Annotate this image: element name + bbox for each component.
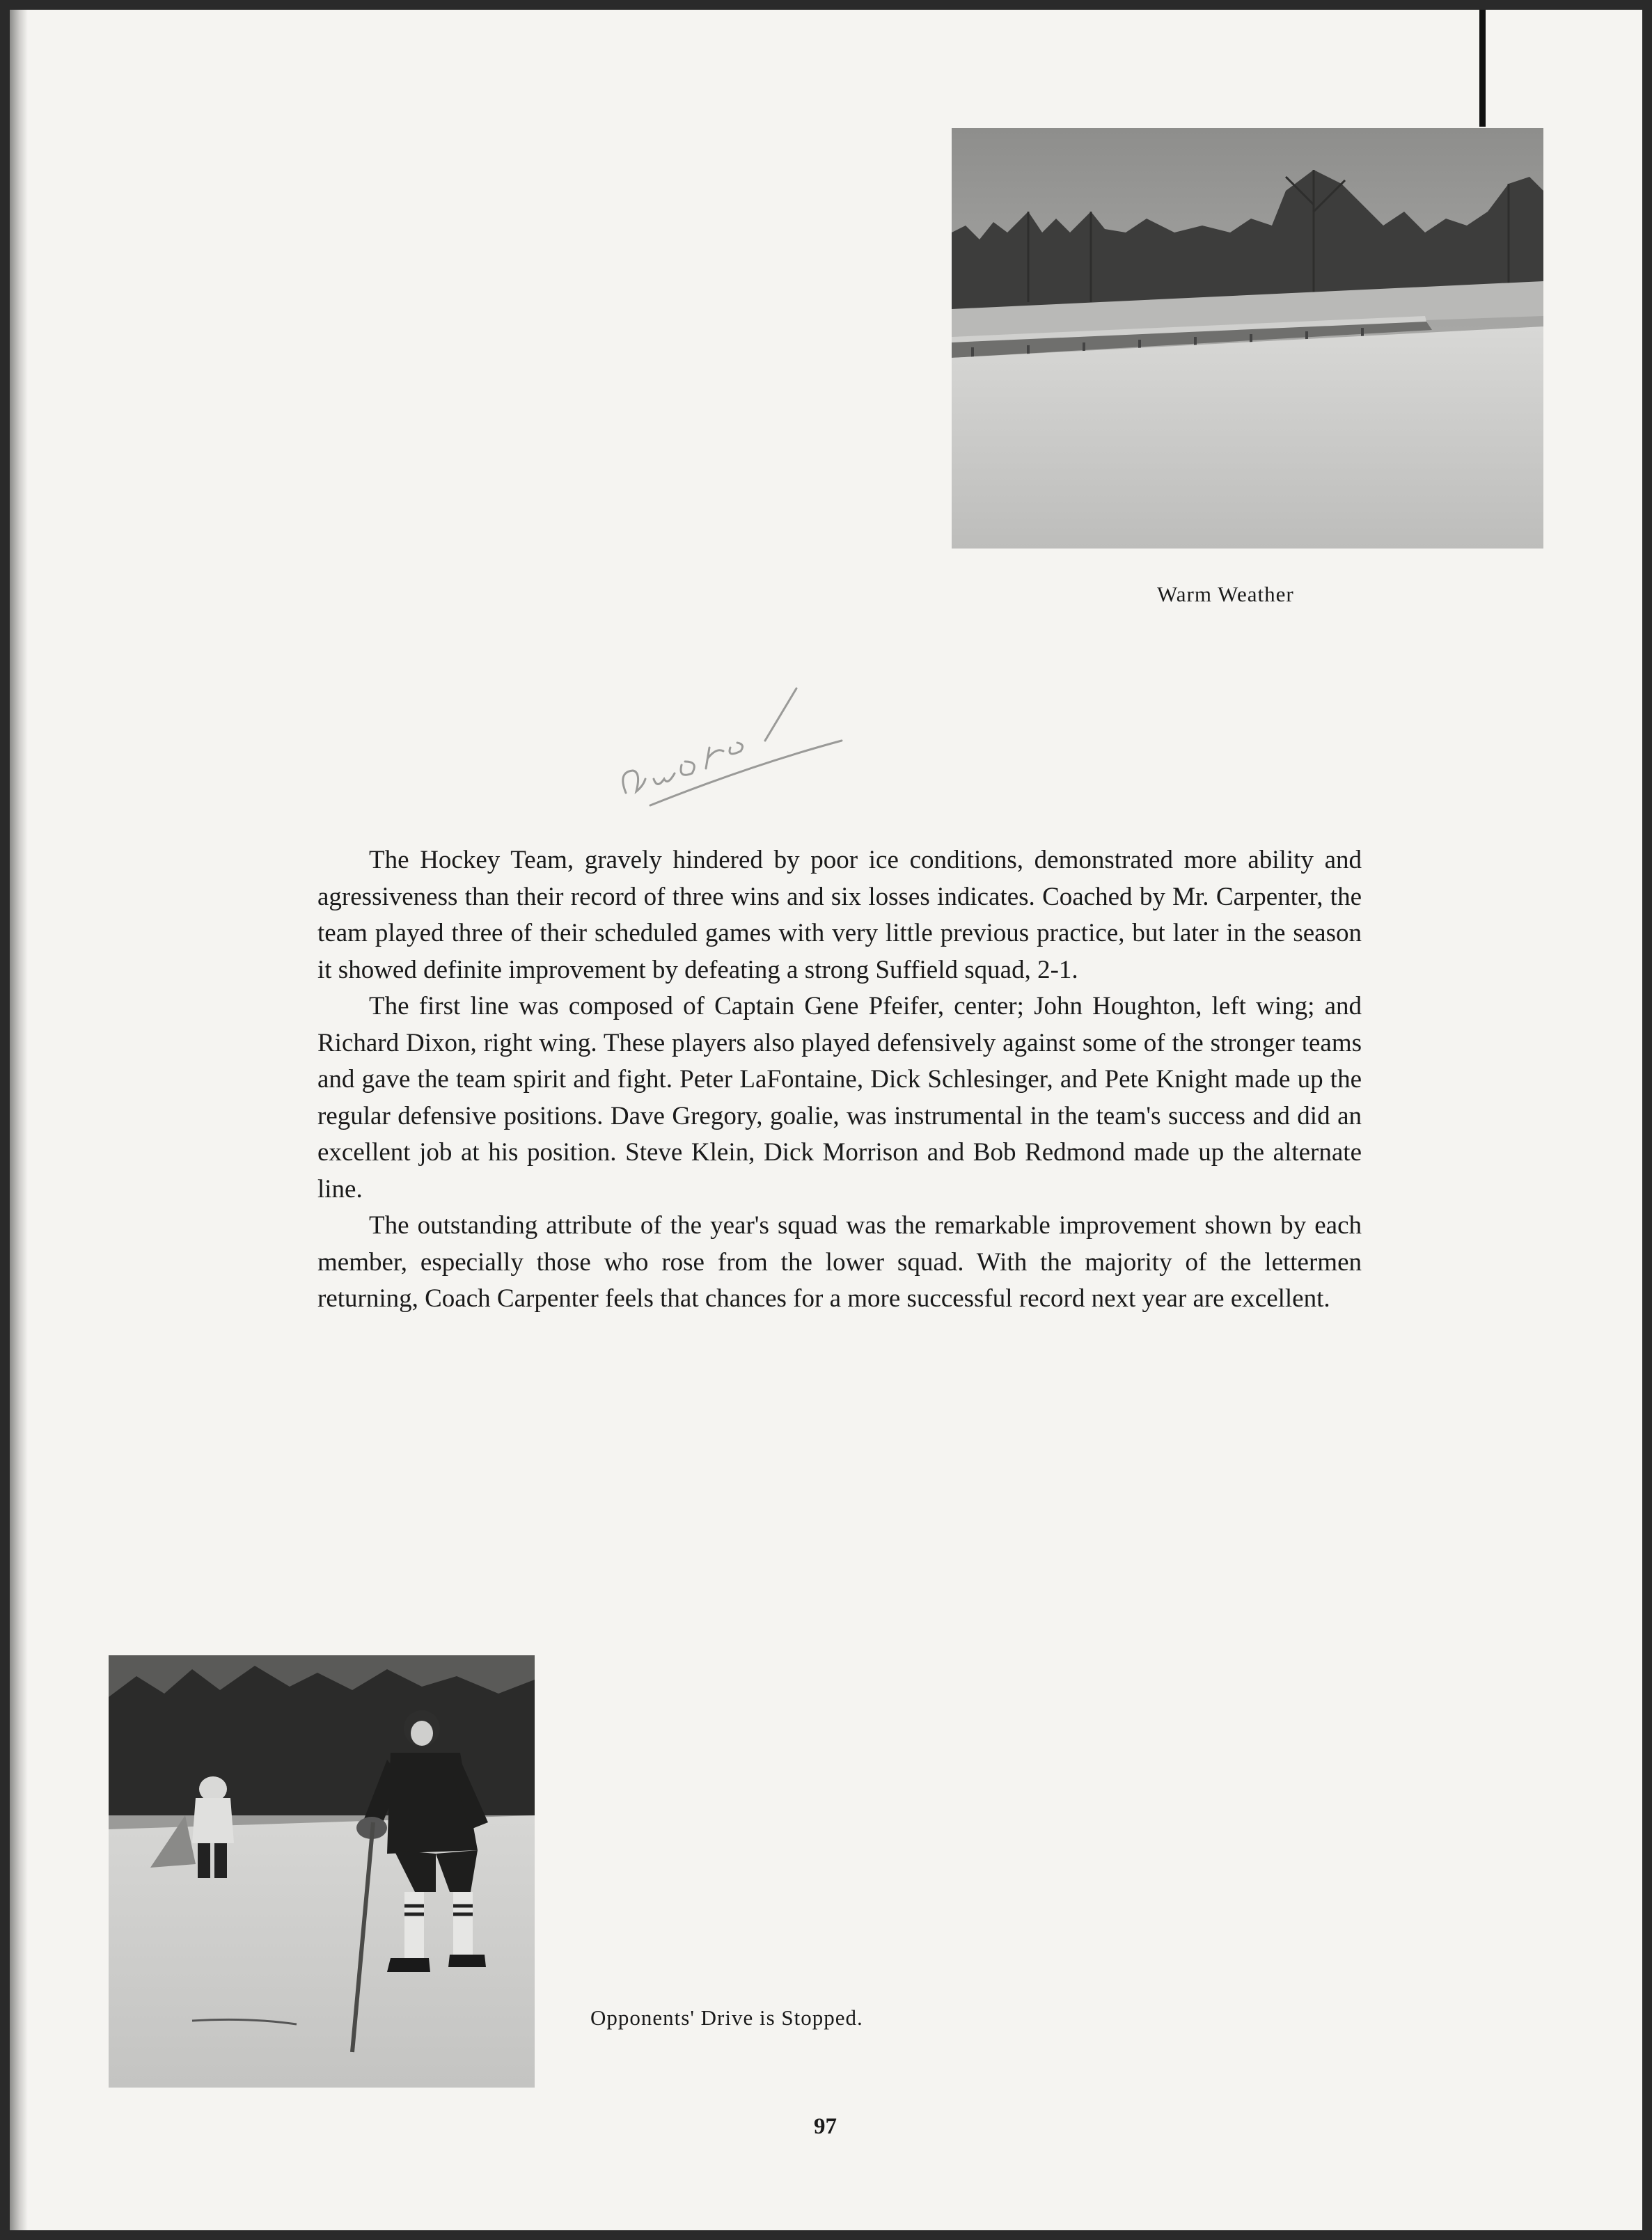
top-photo-caption: Warm Weather [1157,582,1294,606]
bottom-photo-caption: Opponents' Drive is Stopped. [590,2005,863,2030]
book-spine-shadow [10,10,28,2230]
handwritten-annotation [612,681,870,814]
yearbook-page [10,10,1642,2230]
hockey-player-photo [109,1655,535,2088]
article-paragraph: The Hockey Team, gravely hindered by poor ice conditions, demonstrated more ability and agressiveness than their record of three wins and six losses indicates. Coached by Mr. Carpenter, the team played three of their scheduled games with very little previous practice, but later in the season it showed definite improvement by defeating a strong Suffield squad, 2-1. [317,846,1362,984]
page-number: 97 [814,2114,837,2139]
crop-mark [1479,10,1486,127]
frozen-pond-photo [952,128,1543,549]
article-paragraph: The outstanding attribute of the year's squad was the remarkable improvement shown by each member, especially those who rose from the lower squad. With the majority of the lettermen returning, Coach Carpenter feels that chances for a more successful record next year are excellent. [317,1211,1362,1313]
article-body [317,842,1362,1318]
article-paragraph: The first line was composed of Captain Gene Pfeifer, center; John Houghton, left wing; and Richard Dixon, right wing. These players also played defensively against some of the stronger teams and gave the team spirit and fight. Peter LaFontaine, Dick Schlesinger, and Pete Knight made up the regular defensive positions. Dave Gregory, goalie, was instrumental in the team's success and did an excellent job at his position. Steve Klein, Dick Morrison and Bob Redmond made up the alternate line. [317,992,1362,1204]
